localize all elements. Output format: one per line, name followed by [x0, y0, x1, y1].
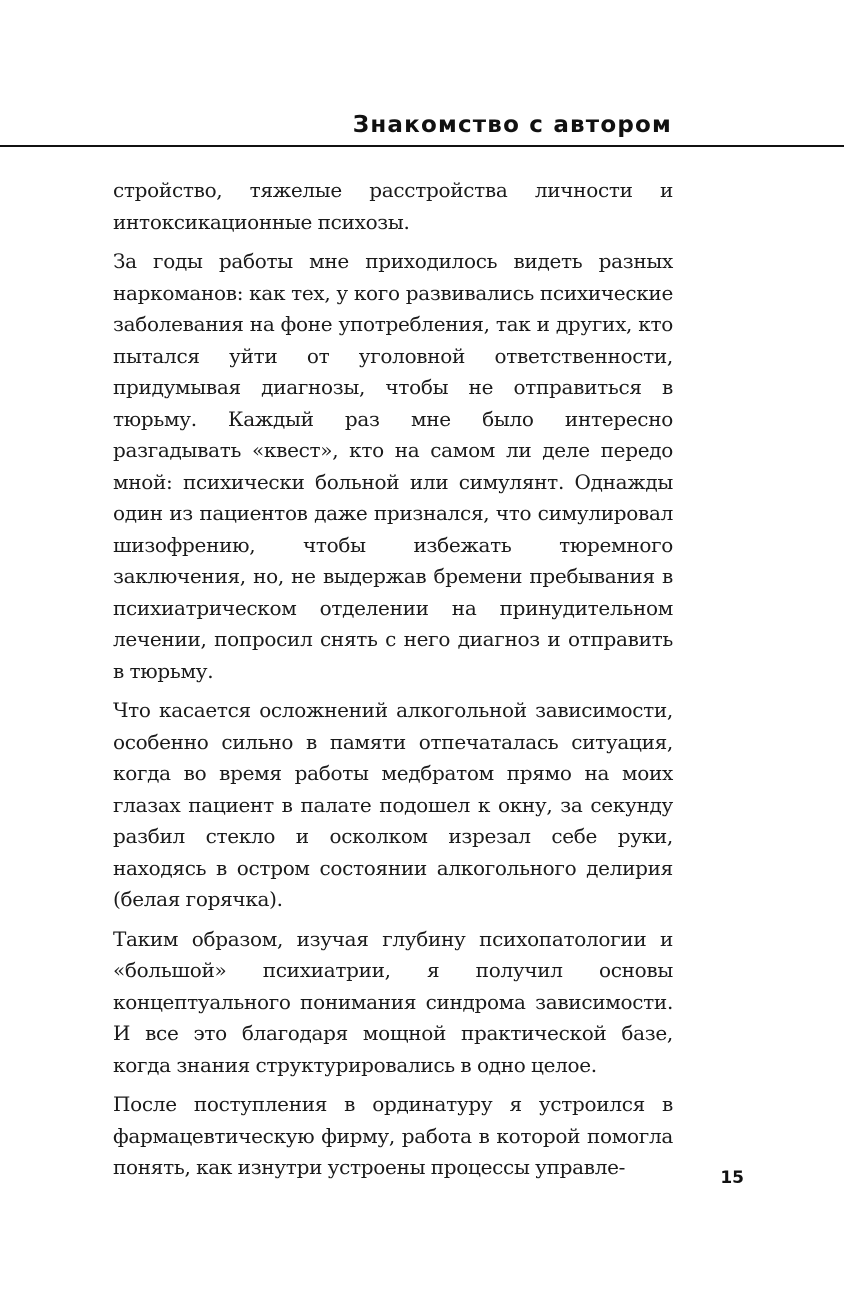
- paragraph-5: После поступления в ординатуру я устроился в фармацевтическую фирму, работа в которой помогла понять, как изнутри устроены процессы управле-: [113, 1092, 673, 1179]
- paragraph-1: стройство, тяжелые расстройства личности и интоксикационные психозы.: [113, 178, 673, 234]
- chapter-title: Знакомство с автором: [352, 112, 672, 138]
- paragraph-3: Что касается осложнений алкогольной зависимости, особенно сильно в памяти отпечаталась ситуация, когда во время работы медбратом прямо на моих глазах пациент в палате подошел к окну, за секунду разбил стекло и осколком изрезал себе руки, находясь в остром состоянии алкогольного делирия (белая горячка).: [113, 698, 673, 911]
- running-head: [0, 110, 844, 146]
- page-number: 15: [720, 1168, 744, 1188]
- body-text: [113, 175, 673, 1192]
- paragraph-2: За годы работы мне приходилось видеть разных наркоманов: как тех, у кого развивались психические заболевания на фоне употребления, так и других, кто пытался уйти от уголовной ответственности, придумывая диагнозы, чтобы не отправиться в тюрьму. Каждый раз мне было интересно разгадывать «квест», кто на самом ли деле передо мной: психически больной или симулянт. Однажды один из пациентов даже признался, что симулировал шизофрению, чтобы избежать тюремного заключения, но, не выдержав бремени пребывания в психиатрическом отделении на принудительном лечении, попросил снять с него диагноз и отправить в тюрьму.: [113, 249, 673, 683]
- paragraph-4: Таким образом, изучая глубину психопатологии и «большой» психиатрии, я получил основы концептуального понимания синдрома зависимости. И все это благодаря мощной практической базе, когда знания структурировались в одно целое.: [113, 926, 673, 1077]
- header-rule: [0, 145, 844, 147]
